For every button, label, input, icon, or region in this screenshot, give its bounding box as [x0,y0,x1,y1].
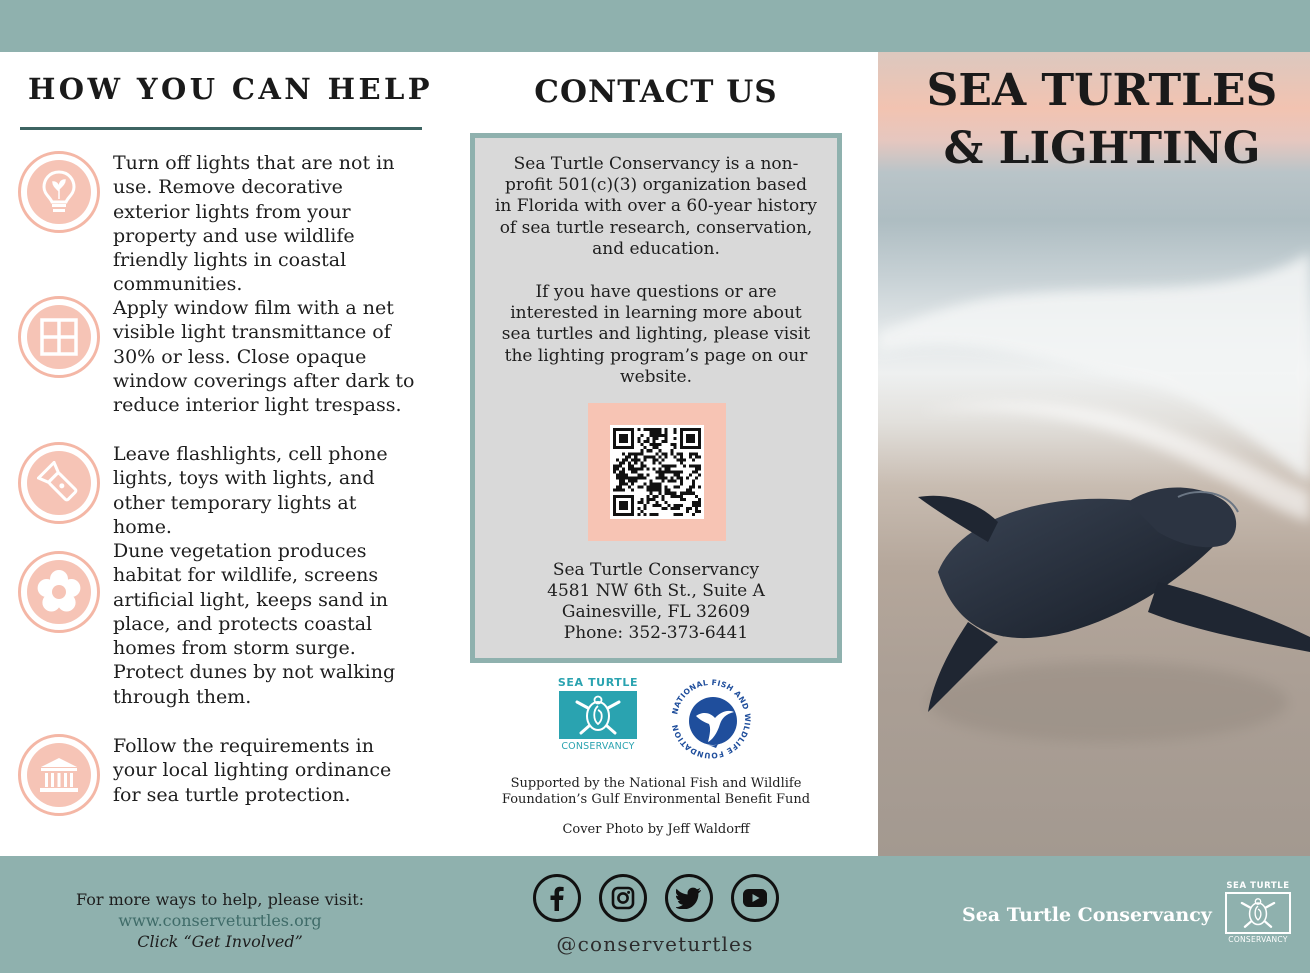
twitter-icon[interactable] [665,874,713,922]
visit-line: For more ways to help, please visit: [75,890,365,909]
tip-text: Follow the requirements in your local lighting ordinance for sea turtle protection. [113,735,392,806]
website-link[interactable]: www.conserveturtles.org [118,911,322,930]
footer-visit-info [60,889,380,952]
cover-title [878,62,1310,178]
qr-code[interactable] [610,425,704,519]
youtube-icon[interactable] [731,874,779,922]
get-involved-cta: Click “Get Involved” [137,932,303,951]
tip-text: Apply window film with a net visible light transmittance of 30% or less. Close opaque window coverings after dark to reduce interior light trespass. [113,297,415,417]
qr-code-frame [588,403,726,541]
instagram-icon[interactable] [599,874,647,922]
tip-text: Turn off lights that are not in use. Remove decorative exterior lights from your property and use wildlife friendly lights in coastal communities. [113,152,395,296]
supported-line-2: Foundation’s Gulf Environmental Benefit Fund [501,791,811,807]
address-phone: Phone: 352-373-6441 [563,623,749,643]
sea-turtle-conservancy-logo [556,676,640,762]
tip-text: Dune vegetation produces habitat for wildlife, screens artificial light, keeps sand in place, and protects coastal homes from storm surge. Protect dunes by not walking through them. [113,540,396,708]
questions-paragraph: If you have questions or are interested in learning more about sea turtles and lighting, please visit the lighting program’s page on our website. [501,282,811,387]
contact-box [470,133,842,663]
nfwf-ring-text: NATIONAL FISH AND WILDLIFE FOUNDATION [670,677,753,761]
social-links [533,874,783,924]
nfwf-logo [668,676,754,762]
supported-by-note [470,776,842,807]
address-org: Sea Turtle Conservancy [552,560,760,580]
cover-title-line-2: & LIGHTING [943,123,1261,174]
stc-logo-bottom-text: CONSERVANCY [561,741,635,752]
footer-org-name: Sea Turtle Conservancy [962,904,1212,926]
supported-line-1: Supported by the National Fish and Wildlife [510,776,802,791]
footer-logo-bottom-text: CONSERVANCY [1228,935,1288,944]
turtle-icon [1225,892,1291,934]
tip-text: Leave flashlights, cell phone lights, toys with lights, and other temporary lights at home. [113,443,388,538]
flower-icon [18,551,100,633]
cover-photo-credit: Cover Photo by Jeff Waldorff [562,822,750,837]
flashlight-icon [18,442,100,524]
cover-title-line-1: SEA TURTLES [926,65,1278,116]
address-city: Gainesville, FL 32609 [561,602,751,622]
lightbulb-icon [18,151,100,233]
facebook-icon[interactable] [533,874,581,922]
address-street: 4581 NW 6th St., Suite A [547,581,765,601]
footer-stc-logo [1222,881,1294,951]
help-title: HOW YOU CAN HELP [28,72,433,106]
turtle-icon [559,691,637,739]
about-paragraph: Sea Turtle Conservancy is a non-profit 501(c)(3) organization based in Florida with over a 60-year history of sea turtle research, conservation, and education. [495,154,817,259]
partner-logos [556,676,766,764]
government-building-icon [18,734,100,816]
window-icon [18,296,100,378]
mailing-address [495,560,817,644]
help-title-rule [20,127,422,130]
footer-logo-top-text: SEA TURTLE [1226,881,1290,891]
contact-title: CONTACT US [534,74,778,110]
top-band [0,0,1310,52]
social-handle: @conserveturtles [556,932,754,956]
stc-logo-top-text: SEA TURTLE [557,676,639,689]
